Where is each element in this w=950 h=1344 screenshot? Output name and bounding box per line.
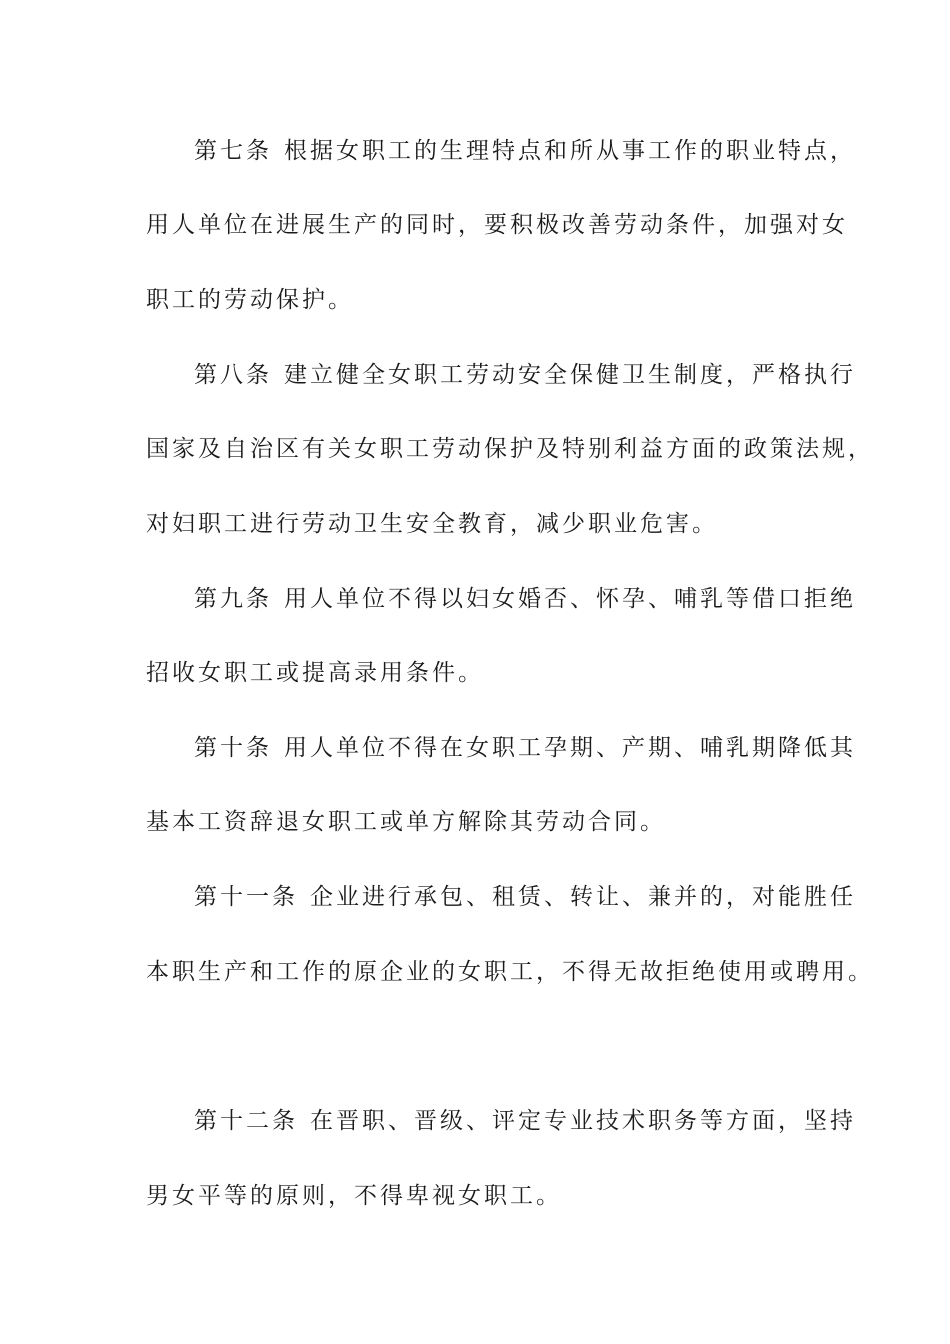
article-7-text-1: 根据女职工的生理特点和所从事工作的职业特点， <box>284 138 856 164</box>
article-8-heading: 第八条 <box>194 362 272 388</box>
article-10-heading: 第十条 <box>194 735 272 761</box>
article-12-text-1: 在晋职、晋级、评定专业技术职务等方面，坚持 <box>310 1108 856 1134</box>
article-9-text-1: 用人单位不得以妇女婚否、怀孕、哺乳等借口拒绝 <box>284 586 856 612</box>
article-9-heading: 第九条 <box>194 586 272 612</box>
article-7-line-2: 用人单位在进展生产的同时，要积极改善劳动条件，加强对女 <box>146 212 848 238</box>
article-11-heading: 第十一条 <box>194 884 298 910</box>
article-8-line-1 <box>194 360 856 390</box>
article-9-line-2: 招收女职工或提高录用条件。 <box>146 660 484 686</box>
article-8-line-3: 对妇职工进行劳动卫生安全教育，减少职业危害。 <box>146 511 718 537</box>
article-12-line-1 <box>194 1106 856 1136</box>
article-11-text-1: 企业进行承包、租赁、转让、兼并的，对能胜任 <box>310 884 856 910</box>
article-11-line-2: 本职生产和工作的原企业的女职工，不得无故拒绝使用或聘用。 <box>146 959 874 985</box>
article-7-heading: 第七条 <box>194 138 272 164</box>
article-12-line-2: 男女平等的原则，不得卑视女职工。 <box>146 1183 562 1209</box>
article-7-line-3: 职工的劳动保护。 <box>146 287 354 313</box>
article-8-text-1: 建立健全女职工劳动安全保健卫生制度，严格执行 <box>284 362 856 388</box>
article-10-line-2: 基本工资辞退女职工或单方解除其劳动合同。 <box>146 809 666 835</box>
article-9-line-1 <box>194 584 856 614</box>
article-11-line-1 <box>194 882 856 912</box>
article-10-text-1: 用人单位不得在女职工孕期、产期、哺乳期降低其 <box>284 735 856 761</box>
article-8-line-2: 国家及自治区有关女职工劳动保护及特别利益方面的政策法规， <box>146 436 874 462</box>
article-7-line-1 <box>194 136 856 166</box>
article-10-line-1 <box>194 733 856 763</box>
article-12-heading: 第十二条 <box>194 1108 298 1134</box>
